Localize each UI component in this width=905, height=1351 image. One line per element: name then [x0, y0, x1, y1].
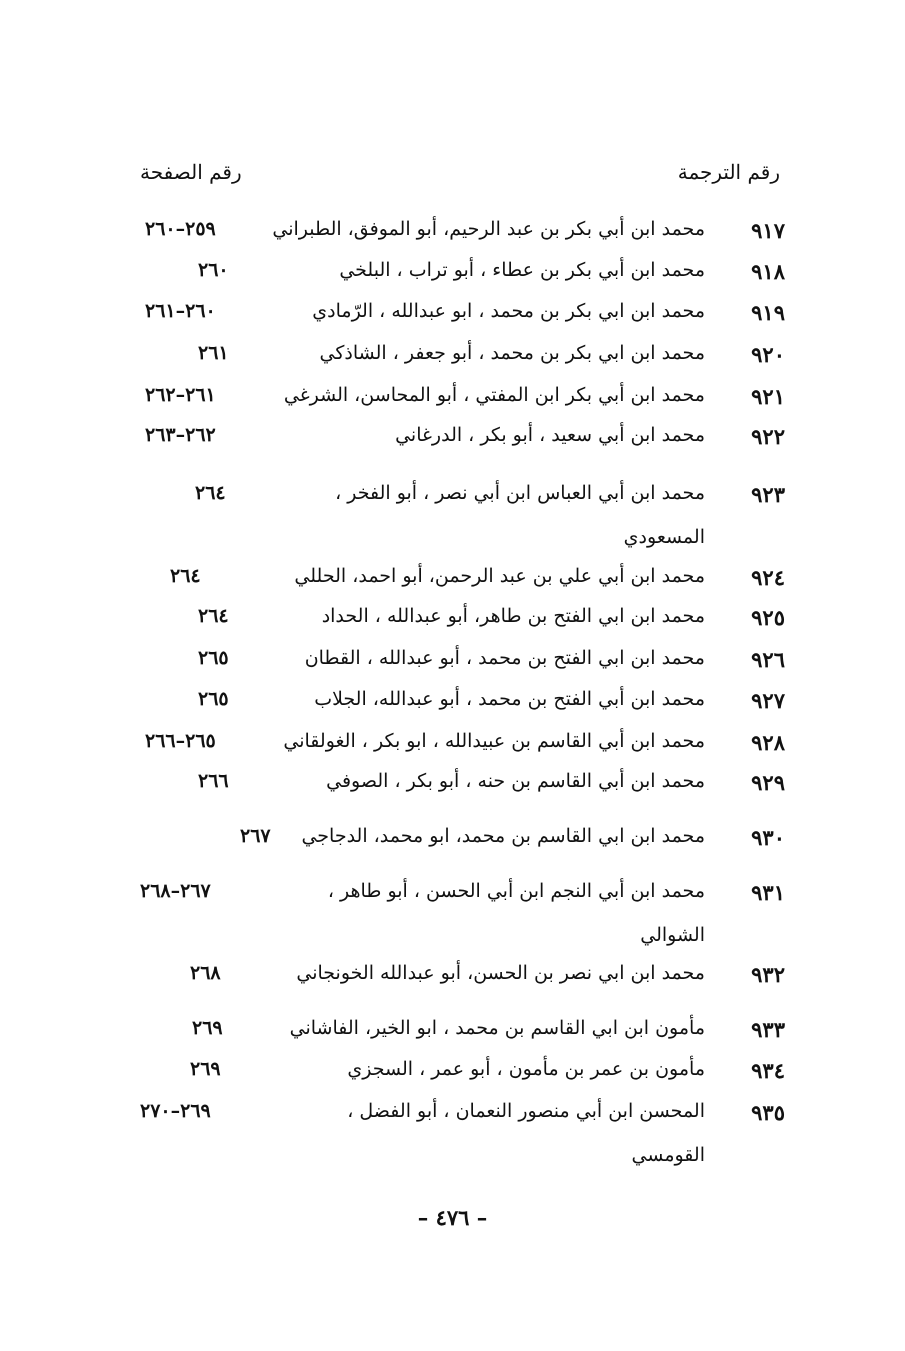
entry-name: محمد ابن ابي بكر بن محمد ، ابو عبدالله ، الرّمادي: [312, 300, 705, 322]
entry-pages: ٢٦١–٢٦٢: [145, 384, 216, 406]
entry-pages: ٢٦٠: [198, 259, 229, 281]
entry-number: ٩٣٥: [751, 1100, 785, 1125]
entry-number: ٩٣٤: [751, 1058, 785, 1083]
index-entry: [140, 605, 785, 637]
entry-number: ٩٢٧: [751, 688, 785, 713]
entry-name: مأمون ابن ابي القاسم بن محمد ، ابو الخير، الفاشاني: [289, 1017, 705, 1039]
entry-number: ٩٢٦: [751, 647, 785, 672]
entry-number-column-header: رقم الترجمة: [677, 160, 780, 184]
entry-pages: ٢٦٥–٢٦٦: [145, 730, 216, 752]
index-entry: [140, 300, 785, 332]
entry-number: ٩٢٣: [751, 482, 785, 507]
index-entry: [140, 384, 785, 416]
entry-pages: ٢٦٥: [198, 647, 229, 669]
entry-number: ٩٣٢: [751, 962, 785, 987]
entry-pages: ٢٦٧: [240, 825, 271, 847]
index-entry: [140, 962, 785, 994]
entry-name: محمد ابن أبي سعيد ، أبو بكر ، الدرغاني: [395, 424, 705, 446]
index-entry: [140, 218, 785, 250]
entry-name: مأمون بن عمر بن مأمون ، أبو عمر ، السجزي: [347, 1058, 705, 1080]
entry-pages: ٢٦٩: [192, 1017, 223, 1039]
entry-pages: ٢٦٤: [198, 605, 229, 627]
entry-number: ٩٣٠: [751, 825, 785, 850]
entry-pages: ٢٦٥: [198, 688, 229, 710]
index-entry: [140, 880, 785, 960]
entry-name: محمد ابن أبي بكر ابن المفتي ، أبو المحاسن، الشرغي: [283, 384, 705, 406]
entry-number: ٩٣٣: [751, 1017, 785, 1042]
index-entry: [140, 647, 785, 679]
entry-number: ٩٣١: [751, 880, 785, 905]
entry-pages: ٢٦٤: [195, 482, 226, 504]
entry-name-continuation: القومسي: [631, 1144, 705, 1166]
index-entry: [140, 730, 785, 762]
index-entry: [140, 1017, 785, 1049]
page-number-column-header: رقم الصفحة: [140, 160, 242, 184]
entry-name: محمد ابن ابي القاسم بن محمد، ابو محمد، الدجاجي: [301, 825, 705, 847]
entry-name: محمد ابن أبي الفتح بن محمد ، أبو عبدالله، الجلاب: [314, 688, 705, 710]
entry-number: ٩٢٩: [751, 770, 785, 795]
entry-name: المحسن ابن أبي منصور النعمان ، أبو الفضل ،: [347, 1100, 705, 1122]
index-entry: [140, 770, 785, 802]
entry-name-continuation: الشوالي: [640, 924, 705, 946]
entry-name: محمد ابن أبي القاسم بن عبيدالله ، ابو بكر ، الغولقاني: [283, 730, 705, 752]
entry-number: ٩١٧: [751, 218, 785, 243]
entry-name: محمد ابن ابي نصر بن الحسن، أبو عبدالله الخونجاني: [296, 962, 705, 984]
index-entry: [140, 1100, 785, 1180]
entry-number: ٩٢٠: [751, 342, 785, 367]
entry-number: ٩١٩: [751, 300, 785, 325]
entry-name-continuation: المسعودي: [623, 526, 705, 548]
entry-number: ٩٢٥: [751, 605, 785, 630]
entry-name: محمد ابن أبي القاسم بن حنه ، أبو بكر ، الصوفي: [326, 770, 705, 792]
entry-number: ٩١٨: [751, 259, 785, 284]
page-number: – ٤٧٦ –: [417, 1205, 488, 1230]
column-headers: [140, 160, 780, 190]
entry-pages: ٢٦٨: [190, 962, 221, 984]
entry-name: محمد ابن أبي بكر بن عبد الرحيم، أبو الموفق، الطبراني: [272, 218, 705, 240]
entry-name: محمد ابن أبي العباس ابن أبي نصر ، أبو الفخر ،: [335, 482, 705, 504]
index-entry: [140, 342, 785, 374]
entry-name: محمد ابن أبي علي بن عبد الرحمن، أبو احمد، الحللي: [294, 565, 705, 587]
entry-pages: ٢٥٩–٢٦٠: [145, 218, 216, 240]
entry-name: محمد ابن أبي بكر بن عطاء ، أبو تراب ، البلخي: [339, 259, 705, 281]
entry-number: ٩٢٤: [751, 565, 785, 590]
entry-name: محمد ابن ابي الفتح بن طاهر، أبو عبدالله ، الحداد: [321, 605, 705, 627]
entry-pages: ٢٦٩: [190, 1058, 221, 1080]
entry-pages: ٢٦٦: [198, 770, 229, 792]
entry-name: محمد ابن ابي بكر بن محمد ، أبو جعفر ، الشاذكي: [319, 342, 705, 364]
index-entry: [140, 259, 785, 291]
index-entry: [140, 482, 785, 562]
entry-pages: ٢٦٧–٢٦٨: [140, 880, 211, 902]
entry-name: محمد ابن أبي النجم ابن أبي الحسن ، أبو طاهر ،: [327, 880, 705, 902]
entry-pages: ٢٦٠–٢٦١: [145, 300, 216, 322]
entry-pages: ٢٦٩–٢٧٠: [140, 1100, 211, 1122]
entry-name: محمد ابن ابي الفتح بن محمد ، أبو عبدالله ، القطان: [304, 647, 705, 669]
entry-pages: ٢٦٤: [170, 565, 201, 587]
index-entry: [140, 565, 785, 597]
entry-number: ٩٢٨: [751, 730, 785, 755]
entry-number: ٩٢١: [751, 384, 785, 409]
entry-number: ٩٢٢: [751, 424, 785, 449]
index-entry: [140, 688, 785, 720]
index-entry: [140, 424, 785, 456]
index-entry: [140, 825, 785, 857]
entry-pages: ٢٦١: [198, 342, 229, 364]
index-entry: [140, 1058, 785, 1090]
entry-pages: ٢٦٢–٢٦٣: [145, 424, 216, 446]
